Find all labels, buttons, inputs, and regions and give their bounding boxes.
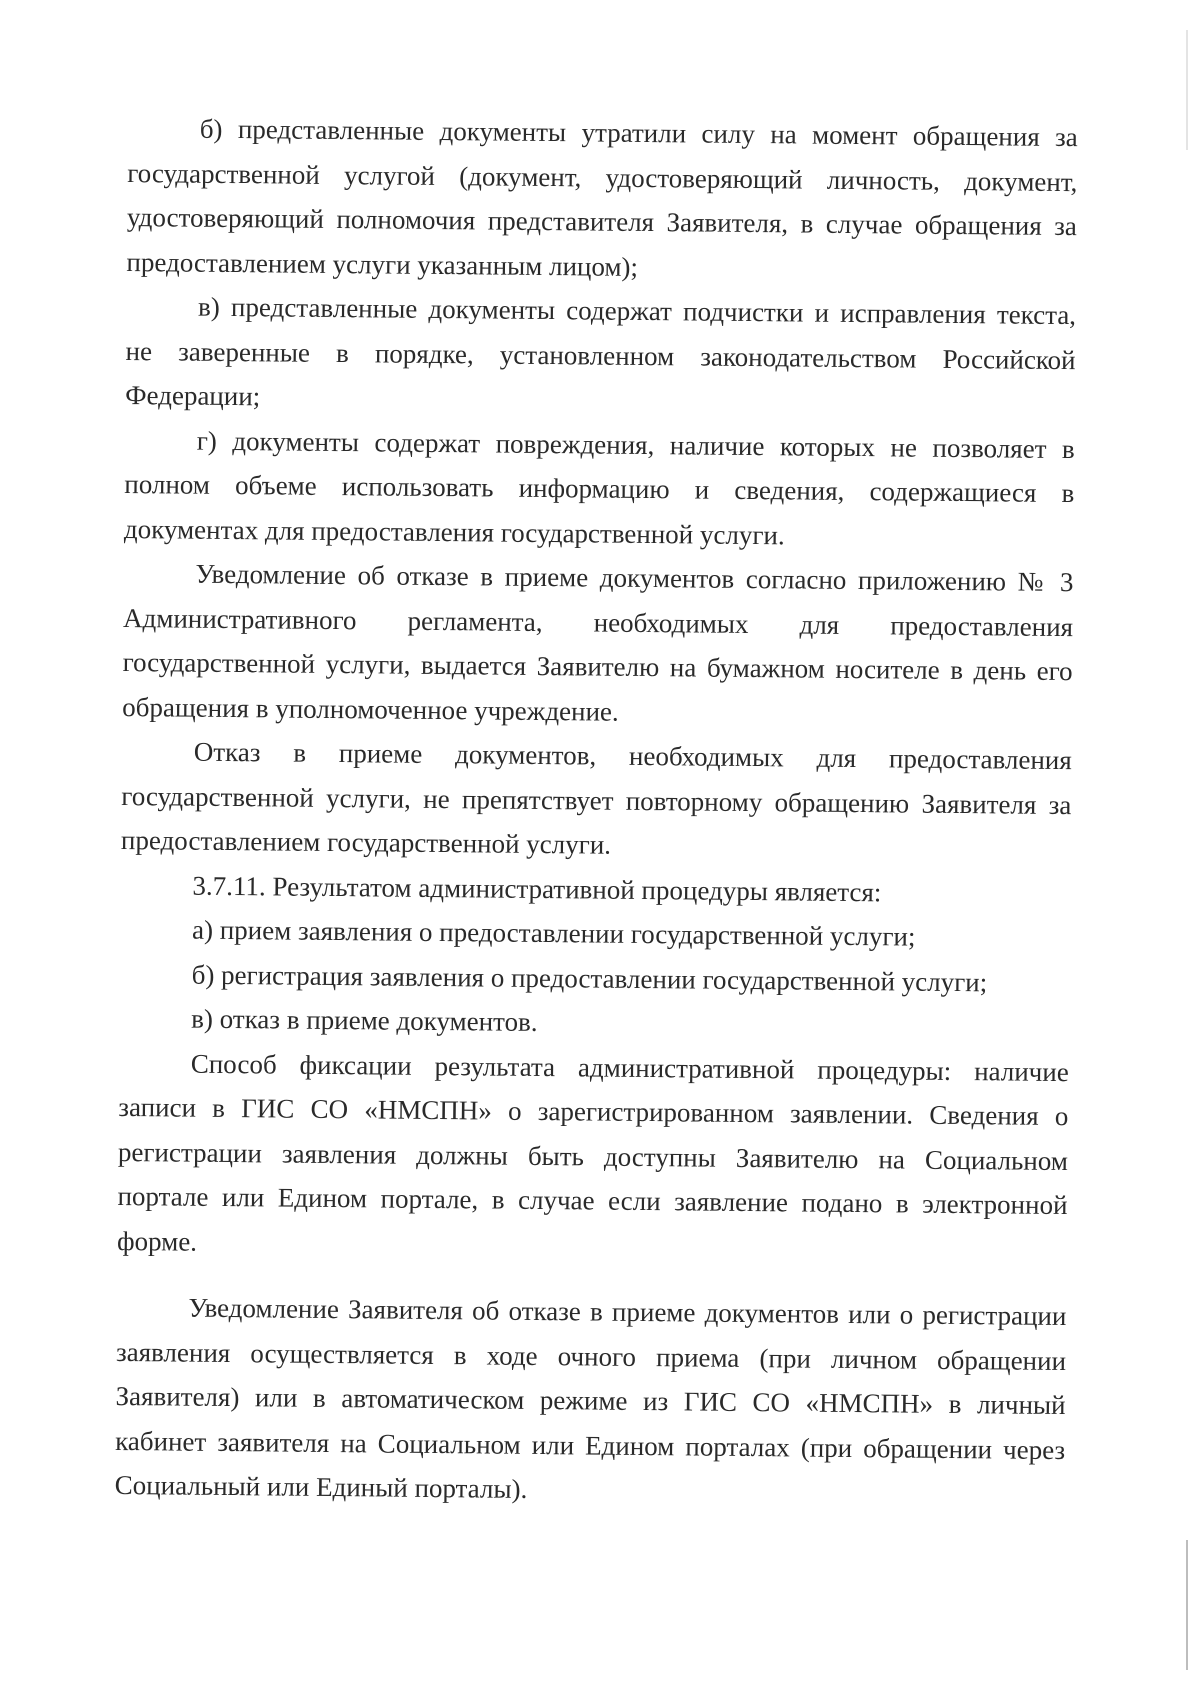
result-item-a: а) прием заявления о предоставлении государственной услуги; [191, 914, 916, 952]
paragraph-item-v: в) представленные документы содержат подчистки и исправления текста, не заверенные в порядке, установленном законодательством Российской Федерации; [125, 291, 1077, 412]
paragraph-refusal-no-obstacle: Отказ в приеме документов, необходимых для предоставления государственной услуги, не препятствует повторному обращению Заявителя за предоставлением государственной услуги. [120, 736, 1072, 860]
paragraph-item-g: г) документы содержат повреждения, наличие которых не позволяет в полном объеме использовать информацию и сведения, содержащиеся в документах для предоставления государственной услуги. [123, 425, 1075, 550]
paragraph-fixation-method: Способ фиксации результата административной процедуры: наличие записи в ГИС СО «НМСПН» о зарегистрированном заявлении. Сведения о регистрации заявления должны быть доступны Заявителю на Социальном портале или Едином портале, в случае если заявление подано в электронной форме. [116, 1048, 1069, 1257]
result-item-b: б) регистрация заявления о предоставлении государственной услуги; [191, 959, 988, 997]
paragraph-section-3-7-11: 3.7.11. Результатом административной процедуры является: [192, 870, 882, 907]
scan-edge-mark-top [1186, 30, 1188, 150]
scan-edge-mark-bottom [1186, 1540, 1188, 1670]
result-item-v: в) отказ в приеме документов. [191, 1003, 538, 1037]
paragraph-item-b: б) представленные документы утратили силу на момент обращения за государственной услугой (документ, удостоверяющий личность, документ, удостоверяющий полномочия представителя Заявителя, в случае обращения за предоставлением услуги указанным лицом); [126, 113, 1078, 282]
paragraph-applicant-notification: Уведомление Заявителя об отказе в приеме документов или о регистрации заявления осуществляется в ходе очного приема (при личном обращении Заявителя) или в автоматическом режиме из ГИС СО «НМСПН» в личный кабинет заявителя на Социальном или Едином порталах (при обращении через Социальный или Единый порталы). [114, 1292, 1067, 1504]
document-body [115, 106, 1078, 1517]
paragraph-refusal-notice: Уведомление об отказе в приеме документов согласно приложению № 3 Административного регламента, необходимых для предоставления государственной услуги, выдается Заявителю на бумажном носителе в день его обращения в уполномоченное учреждение. [122, 558, 1074, 727]
